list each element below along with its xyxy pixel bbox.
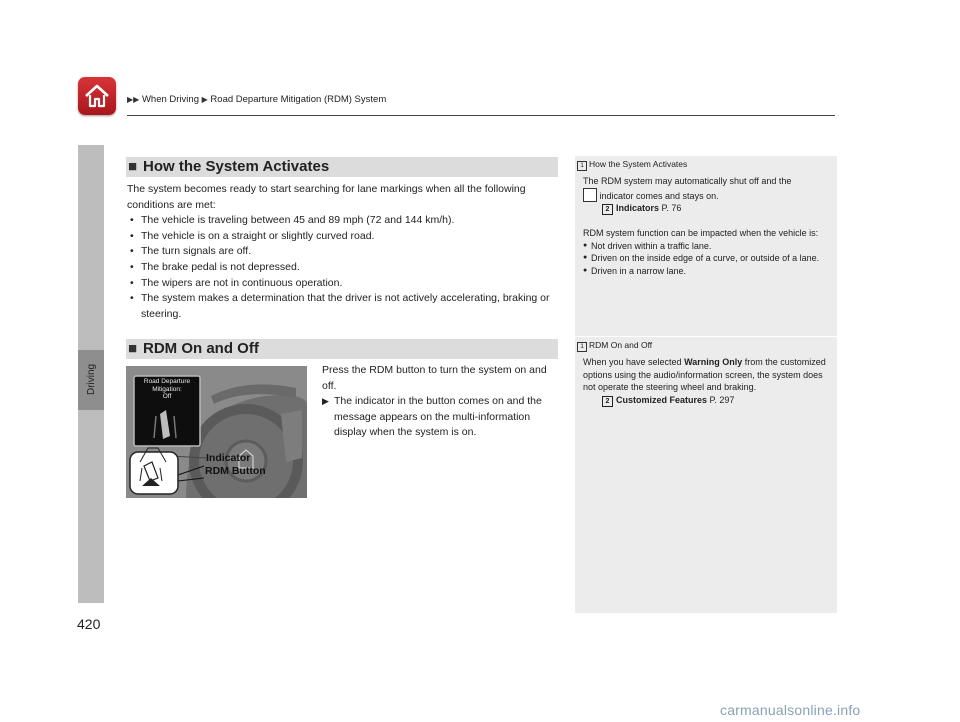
display-line: Mitigation: <box>152 385 182 393</box>
section2-instruction: Press the RDM button to turn the system on and off. <box>322 364 547 392</box>
mid-display-message <box>140 378 194 401</box>
note1-list <box>577 240 831 278</box>
section-title: RDM On and Off <box>143 340 259 357</box>
header-divider <box>127 115 835 116</box>
note1-paragraph: RDM system function can be impacted when the vehicle is: <box>583 228 819 239</box>
result-arrow-icon: ▶ <box>322 396 329 407</box>
list-item: • The system makes a determination that the driver is not actively accelerating, braking or steering. <box>127 291 552 322</box>
note2-text-part: from the customized options using the audio/information screen, the system does not operate the steering wheel and braking. <box>583 357 826 393</box>
display-line: Off <box>162 393 172 400</box>
list-item: • The turn signals are off. <box>127 244 552 260</box>
note2-paragraph <box>583 356 831 394</box>
list-item: ● Driven on the inside edge of a curve, or outside of a lane. <box>577 252 831 265</box>
note2-option-name: Warning Only <box>684 357 743 367</box>
home-icon <box>83 82 111 110</box>
note2-reference[interactable] <box>583 394 831 407</box>
watermark: carmanualsonline.info <box>720 702 861 718</box>
section-title: How the System Activates <box>143 158 330 175</box>
breadcrumb-arrow-icon: ▶▶ <box>127 95 140 104</box>
display-line: Road Departure <box>143 378 191 385</box>
rdm-indicator-icon <box>583 188 597 202</box>
page-number: 420 <box>77 616 101 632</box>
section-heading-rdm-on-off <box>126 339 558 359</box>
list-item: ● Not driven within a traffic lane. <box>577 240 831 253</box>
section-heading-how-system-activates <box>126 157 558 177</box>
reference-icon: 2 <box>602 204 613 215</box>
note-title <box>577 158 831 171</box>
callout-rdm-button: RDM Button <box>205 465 266 477</box>
section2-result <box>322 394 558 441</box>
section1-body <box>127 182 552 322</box>
note1-reference[interactable] <box>583 202 831 215</box>
note1-line: The RDM system may automatically shut off and the <box>583 176 792 186</box>
list-item: • The vehicle is traveling between 45 and 89 mph (72 and 144 km/h). <box>127 213 552 229</box>
note-how-system-activates <box>577 158 831 278</box>
list-item: • The wipers are not in continuous operation. <box>127 276 552 292</box>
note2-text-part: When you have selected <box>583 357 685 367</box>
section2-result-text: The indicator in the button comes on and the message appears on the multi-information display when the system is on. <box>334 395 542 439</box>
heading-square-icon: ■ <box>128 340 138 357</box>
note-marker-icon: 1 <box>577 342 587 352</box>
note-title-text: How the System Activates <box>589 159 688 169</box>
note1-line: indicator comes and stays on. <box>599 190 719 201</box>
side-label: Driving <box>86 363 97 395</box>
reference-page: P. 76 <box>661 203 682 214</box>
list-item: • The brake pedal is not depressed. <box>127 260 552 276</box>
home-button[interactable] <box>78 77 116 115</box>
rdm-button-illustration <box>126 366 307 498</box>
reference-label: Indicators <box>616 203 660 214</box>
breadcrumb-current: Road Departure Mitigation (RDM) System <box>210 94 387 105</box>
breadcrumb <box>127 94 386 105</box>
heading-square-icon: ■ <box>128 158 138 175</box>
note1-indicator-line <box>583 188 831 203</box>
callout-indicator: Indicator <box>206 452 251 464</box>
note-divider <box>575 336 837 337</box>
note-marker-icon: 1 <box>577 161 587 171</box>
breadcrumb-arrow-icon: ▶ <box>201 95 208 104</box>
section1-intro: The system becomes ready to start searching for lane markings when all the following conditions are met: <box>127 183 526 211</box>
section2-body <box>322 363 558 441</box>
reference-icon: 2 <box>602 396 613 407</box>
note-title <box>577 339 831 352</box>
conditions-list <box>127 213 552 322</box>
reference-label: Customized Features <box>616 394 708 405</box>
note1-text <box>577 175 831 240</box>
note-title-text: RDM On and Off <box>589 340 653 350</box>
list-item: ● Driven in a narrow lane. <box>577 265 831 278</box>
breadcrumb-link-when-driving[interactable]: When Driving <box>141 94 199 105</box>
note-rdm-on-off <box>577 339 831 407</box>
list-item: • The vehicle is on a straight or slightly curved road. <box>127 229 552 245</box>
reference-page: P. 297 <box>709 394 735 405</box>
note2-text <box>577 356 831 407</box>
